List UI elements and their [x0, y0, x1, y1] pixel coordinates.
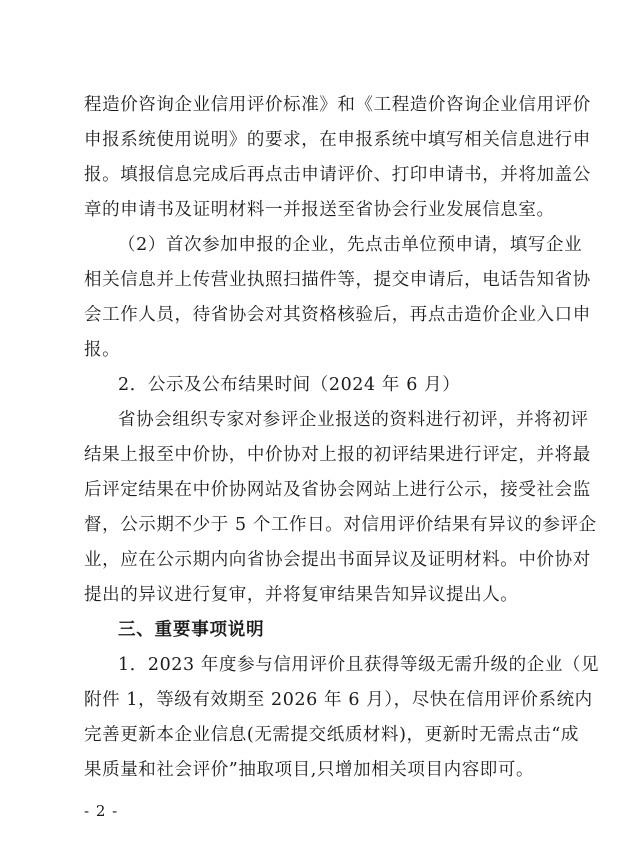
- paragraph-2-line-4: 报。: [84, 340, 121, 360]
- paragraph-2-line-1: （2）首次参加申报的企业，先点击单位预申请，填写企业: [118, 235, 583, 255]
- paragraph-4-line-4: 果质量和社会评价”抽取项目,只增加相关项目内容即可。: [84, 760, 535, 780]
- paragraph-3-line-1: 省协会组织专家对参评企业报送的资料进行初评，并将初评: [118, 410, 589, 430]
- paragraph-2-line-2: 相关信息并上传营业执照扫描件等，提交申请后，电话告知省协: [84, 270, 591, 290]
- paragraph-3-line-6: 提出的异议进行复审，并将复审结果告知异议提出人。: [84, 585, 519, 605]
- paragraph-2-line-3: 会工作人员，待省协会对其资格核验后，再点击造价企业入口申: [84, 305, 591, 325]
- paragraph-1-line-4: 章的申请书及证明材料一并报送至省协会行业发展信息室。: [84, 200, 555, 220]
- paragraph-4-line-3: 完善更新本企业信息(无需提交纸质材料)，更新时无需点击“成: [84, 725, 579, 745]
- paragraph-1-line-2: 申报系统使用说明》的要求，在申报系统中填写相关信息进行申: [84, 130, 591, 150]
- paragraph-3-line-4: 督，公示期不少于 5 个工作日。对信用评价结果有异议的参评企: [84, 515, 597, 535]
- section-2-item-title: 2．公示及公布结果时间（2024 年 6 月）: [118, 375, 461, 395]
- paragraph-4-line-2: 附件 1，等级有效期至 2026 年 6 月），尽快在信用评价系统内: [84, 690, 593, 710]
- paragraph-1-line-1: 程造价咨询企业信用评价标准》和《工程造价咨询企业信用评价: [84, 95, 591, 115]
- paragraph-3-line-5: 业，应在公示期内向省协会提出书面异议及证明材料。中价协对: [84, 550, 591, 570]
- paragraph-3-line-2: 结果上报至中价协，中价协对上报的初评结果进行评定，并将最: [84, 445, 591, 465]
- paragraph-4-line-1: 1．2023 年度参与信用评价且获得等级无需升级的企业（见: [118, 655, 600, 675]
- section-3-heading: 三、重要事项说明: [118, 620, 265, 640]
- page-number: - 2 -: [84, 802, 119, 820]
- paragraph-3-line-3: 后评定结果在中价协网站及省协会网站上进行公示，接受社会监: [84, 480, 591, 500]
- paragraph-1-line-3: 报。填报信息完成后再点击申请评价、打印申请书，并将加盖公: [84, 165, 591, 185]
